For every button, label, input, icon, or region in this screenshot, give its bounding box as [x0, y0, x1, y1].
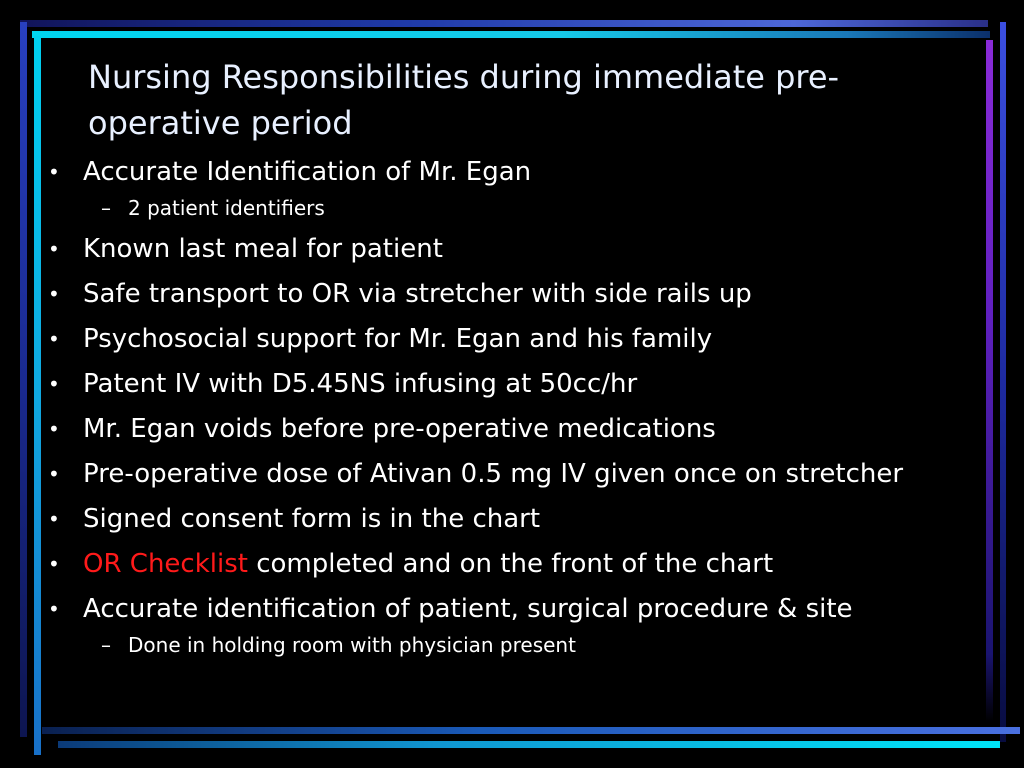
dash-icon: – — [101, 196, 111, 220]
bullet-icon: • — [48, 507, 60, 531]
bullet-item — [44, 592, 974, 626]
bullet-item — [44, 502, 974, 536]
bullet-icon: • — [48, 282, 60, 306]
bullet-icon: • — [48, 552, 60, 576]
bullet-item — [44, 547, 974, 581]
bullet-text: Known last meal for patient — [83, 234, 443, 264]
bullet-icon: • — [48, 237, 60, 261]
bullet-item — [44, 155, 974, 189]
bullet-icon: • — [48, 417, 60, 441]
top-frame-bar-accent — [32, 31, 990, 38]
bullet-text: Accurate Identification of Mr. Egan — [83, 157, 532, 187]
bullet-item — [44, 367, 974, 401]
left-frame-bar-accent — [34, 36, 41, 755]
bullet-text: completed and on the front of the chart — [247, 549, 774, 579]
bullet-icon: • — [48, 327, 60, 351]
bullet-list — [44, 155, 974, 669]
bullet-text: Mr. Egan voids before pre-operative medications — [83, 414, 716, 444]
bullet-icon: • — [48, 372, 60, 396]
sub-bullet-text: Done in holding room with physician present — [128, 633, 576, 657]
dash-icon: – — [101, 633, 111, 657]
bullet-item — [44, 322, 974, 356]
bottom-frame-bar-accent — [58, 741, 1000, 748]
bullet-text: Pre-operative dose of Ativan 0.5 mg IV given once on stretcher — [83, 459, 904, 489]
bullet-text: Signed consent form is in the chart — [83, 504, 541, 534]
bullet-text: Accurate identification of patient, surgical procedure & site — [83, 594, 853, 624]
bullet-text: Safe transport to OR via stretcher with side rails up — [83, 279, 752, 309]
left-frame-bar — [20, 22, 27, 737]
bullet-item — [44, 457, 974, 491]
right-frame-bar-accent — [986, 40, 993, 722]
bullet-item — [44, 412, 974, 446]
bullet-item — [44, 277, 974, 311]
slide-title: Nursing Responsibilities during immediate pre-operative period — [88, 58, 840, 142]
bullet-text: Patent IV with D5.45NS infusing at 50cc/hr — [83, 369, 638, 399]
bottom-frame-bar — [42, 727, 1020, 734]
sub-bullet-text: 2 patient identifiers — [128, 196, 325, 220]
bullet-icon: • — [48, 597, 60, 621]
top-frame-bar — [20, 20, 988, 27]
sub-bullet-item — [44, 631, 974, 659]
bullet-text: Psychosocial support for Mr. Egan and his family — [83, 324, 713, 354]
highlighted-text: OR Checklist — [83, 549, 248, 579]
bullet-icon: • — [48, 462, 60, 486]
bullet-item — [44, 232, 974, 266]
sub-bullet-item — [44, 194, 974, 222]
right-frame-bar — [1000, 22, 1006, 742]
bullet-icon: • — [48, 160, 60, 184]
